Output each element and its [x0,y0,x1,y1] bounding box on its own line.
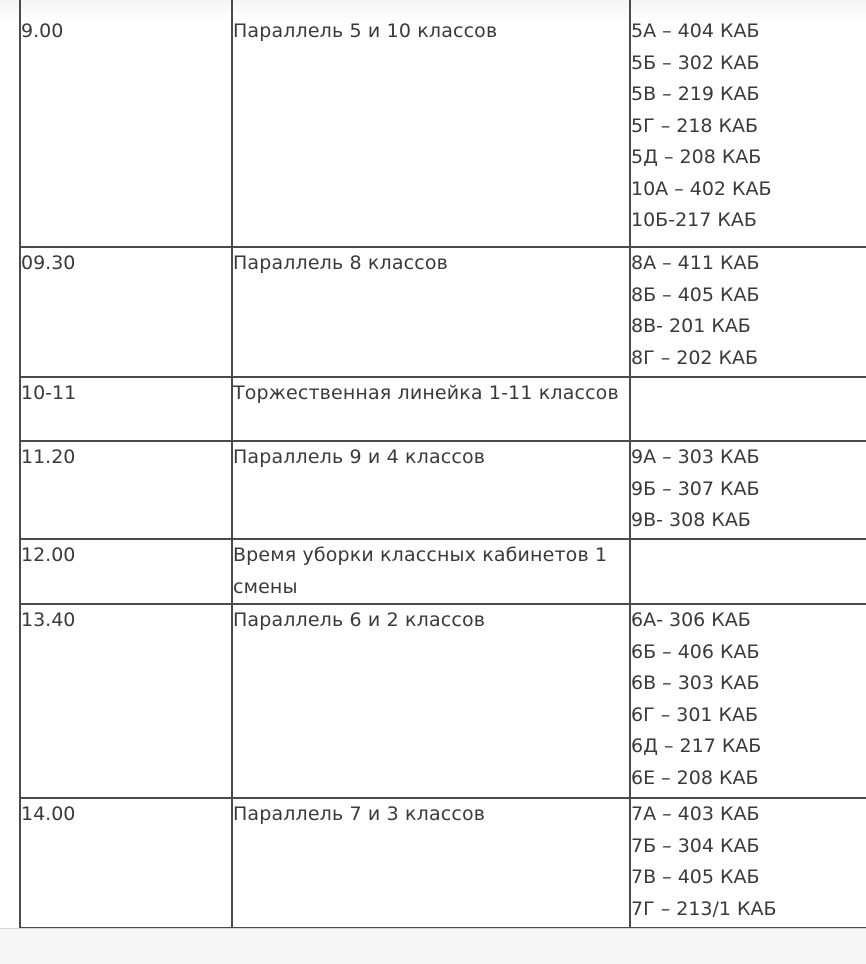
time-cell: 14.00 [20,798,232,928]
room-entry: 6В – 303 КАБ [631,672,760,694]
room-entry: 5А – 404 КАБ [631,20,760,42]
room-entry: 7А – 403 КАБ [631,803,760,825]
time-cell: 09.30 [20,247,232,377]
event-text: Параллель 9 и 4 классов [233,446,486,468]
room-entry: 5Д – 208 КАБ [631,146,762,168]
left-margin-cell [0,377,20,441]
rooms-cell [630,0,866,247]
time-cell: 12.00 [20,539,232,604]
time-cell: 13.40 [20,604,232,798]
rooms-cell [630,247,866,377]
left-margin-cell [0,604,20,798]
event-cell [232,604,630,798]
rooms-cell [630,604,866,798]
rooms-cell [630,798,866,928]
event-text: Время уборки классных кабинетов 1 смены [233,544,608,598]
room-entry: 8А – 411 КАБ [631,252,760,274]
rooms-cell [630,377,866,441]
table-row [0,377,866,441]
rooms-cell [630,441,866,539]
room-entry: 8Г – 202 КАБ [631,346,759,369]
table-row [0,441,866,539]
event-cell [232,539,630,604]
event-text: Параллель 5 и 10 классов [233,20,498,42]
room-entry: 6А- 306 КАБ [631,609,751,631]
time-cell: 9.00 [20,0,232,247]
table-row [0,604,866,798]
room-entry: 9Б – 307 КАБ [631,477,760,500]
table-row [0,798,866,928]
room-entry: 8В- 201 КАБ [631,315,751,337]
left-margin-cell [0,798,20,928]
table-row [0,0,866,247]
room-entry: 8Б – 405 КАБ [631,283,760,306]
time-cell: 11.20 [20,441,232,539]
page-bottom-strip [0,928,866,964]
event-cell [232,441,630,539]
room-entry: 5Г – 218 КАБ [631,114,759,137]
room-entry: 7Г – 213/1 КАБ [631,897,777,920]
room-entry: 9В- 308 КАБ [631,509,751,531]
room-entry: 9А – 303 КАБ [631,446,760,468]
event-cell [232,247,630,377]
room-entry: 10Б-217 КАБ [631,209,757,231]
room-entry: 10А – 402 КАБ [631,177,772,200]
left-margin-cell [0,539,20,604]
room-entry: 7Б – 304 КАБ [631,834,760,857]
event-text: Торжественная линейка 1-11 классов [233,382,619,404]
room-entry: 6Е – 208 КАБ [631,766,759,789]
left-margin-cell [0,0,20,247]
room-entry: 6Б – 406 КАБ [631,640,760,663]
event-text: Параллель 6 и 2 классов [233,609,486,631]
event-cell [232,377,630,441]
room-entry: 6Г – 301 КАБ [631,703,759,726]
event-cell [232,0,630,247]
left-margin-cell [0,247,20,377]
room-entry: 6Д – 217 КАБ [631,735,762,757]
room-entry: 5В – 219 КАБ [631,83,760,105]
table-row [0,539,866,604]
event-cell [232,798,630,928]
event-text: Параллель 7 и 3 классов [233,803,486,825]
rooms-cell [630,539,866,604]
table-row [0,247,866,377]
room-entry: 5Б – 302 КАБ [631,51,760,74]
left-margin-cell [0,441,20,539]
time-cell: 10-11 [20,377,232,441]
event-text: Параллель 8 классов [233,252,448,274]
room-entry: 7В – 405 КАБ [631,866,760,888]
